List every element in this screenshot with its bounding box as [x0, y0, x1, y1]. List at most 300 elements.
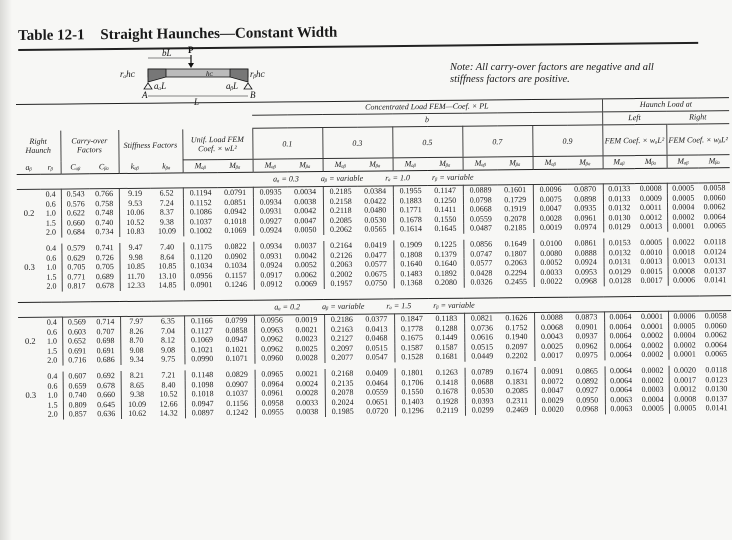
table-cell: 0.652 — [62, 336, 91, 346]
table-cell: 1.0 — [46, 262, 57, 272]
table-cell: 0.2024 — [325, 397, 360, 407]
table-cell: 0.0953 — [574, 267, 597, 277]
table-title-text: Straight Haunches—Constant Width — [100, 24, 338, 44]
table-cell: 0.0829 — [225, 369, 248, 379]
table-cell: 0.0577 — [364, 259, 387, 269]
table-cell: 0.0675 — [364, 269, 387, 279]
table-cell: 0.2063 — [324, 260, 359, 270]
table-cell: 0.2168 — [325, 369, 360, 379]
table-cell: 0.0004 — [667, 203, 699, 213]
table-cell: 0.0480 — [364, 205, 387, 215]
table-cell: 0.1018 — [185, 389, 220, 399]
left-depth-label: rₐhᴄ — [120, 69, 135, 79]
table-cell: 0.0870 — [574, 184, 597, 194]
table-cell: 0.0009 — [639, 193, 662, 203]
table-cell: 0.0968 — [576, 404, 599, 414]
right-haunch-header: Right Haunch — [25, 136, 51, 155]
table-cell: 0.684 — [61, 228, 90, 238]
table-cell: 0.0022 — [667, 237, 699, 247]
table-cell: 0.0050 — [294, 225, 317, 235]
table-cell: 10.06 — [119, 208, 151, 218]
table-cell: 0.0931 — [253, 207, 288, 217]
table-cell: 0.1778 — [394, 324, 429, 334]
table-cell: 0.1379 — [434, 249, 457, 259]
table-cell: 0.0131 — [604, 257, 636, 267]
table-cell: 0.0720 — [366, 406, 389, 416]
table-cell: 0.0413 — [365, 323, 388, 334]
section-param-label-b: aᵦ = variable — [320, 173, 364, 184]
table-cell: 0.0958 — [255, 398, 290, 408]
col-mab-unif: Mₐᵦ — [183, 160, 218, 173]
table-cell: 9.53 — [119, 198, 151, 208]
table-cell: 9.75 — [161, 354, 176, 364]
table-cell: 0.0947 — [185, 399, 220, 409]
table-cell: 0.0131 — [704, 256, 727, 266]
table-cell: 0.607 — [63, 371, 92, 381]
table-cell: 0.0935 — [253, 187, 288, 197]
col-mab-left: Mₐᵦ — [603, 156, 635, 169]
table-cell: 0.579 — [61, 243, 90, 253]
table-cell: 0.0069 — [294, 279, 318, 289]
table-cell: 0.2126 — [323, 250, 358, 260]
col-mba-b1: Mᵦₐ — [288, 159, 323, 172]
table-cell: 0.0047 — [294, 215, 317, 226]
b-value-3: 0.7 — [462, 126, 532, 158]
table-cell: 1.5 — [47, 400, 58, 410]
table-cell: 0.1037 — [225, 388, 249, 399]
table-cell: 0.0907 — [225, 379, 248, 389]
table-cell: 0.0559 — [463, 214, 498, 224]
table-cell: 8.40 — [161, 379, 176, 390]
table-cell: 0.0965 — [255, 369, 290, 379]
table-cell: 0.0100 — [533, 239, 568, 249]
table-cell: 9.98 — [119, 252, 151, 262]
table-cell: 0.0962 — [575, 341, 598, 351]
table-cell: 0.0924 — [574, 257, 597, 267]
table-cell: 0.0559 — [365, 387, 389, 397]
table-cell: 8.64 — [160, 252, 175, 262]
table-cell: 0.1034 — [184, 261, 219, 271]
table-cell: 0.0688 — [465, 377, 500, 387]
table-cell: 0.2078 — [325, 388, 360, 398]
table-cell: 0.0449 — [464, 352, 499, 362]
table-cell: 0.0892 — [575, 375, 599, 386]
abl-label: aᵦL — [226, 81, 239, 91]
right-header: Right — [666, 111, 729, 125]
table-cell: 0.0005 — [640, 237, 663, 247]
table-cell: 0.2135 — [325, 378, 360, 388]
span-label: L — [194, 97, 200, 107]
table-cell: 0.1120 — [183, 252, 218, 262]
table-cell: 0.1528 — [394, 352, 429, 362]
table-cell: 0.1411 — [434, 204, 457, 215]
table-cell: 0.1957 — [324, 279, 359, 289]
table-cell: 0.0005 — [641, 404, 664, 414]
table-cell: 0.0096 — [533, 184, 568, 194]
table-cell: 0.0791 — [224, 187, 247, 198]
table-cell: 0.678 — [96, 380, 115, 390]
table-cell: 1.0 — [45, 208, 56, 218]
table-number: Table 12-1 — [18, 27, 85, 44]
table-cell: 2.0 — [46, 281, 57, 292]
table-cell: 0.6 — [45, 199, 56, 209]
aal-label: aₐL — [154, 81, 167, 91]
table-cell: 0.0065 — [703, 221, 726, 231]
table-cell: 0.2185 — [504, 223, 527, 233]
col-mab-b3: Mₐᵦ — [323, 158, 358, 171]
table-cell: 0.0002 — [641, 365, 664, 375]
table-cell: 0.1801 — [395, 368, 430, 378]
table-cell: 14.85 — [158, 280, 177, 290]
table-cell: 0.1148 — [185, 370, 220, 380]
table-cell: 0.1071 — [225, 354, 248, 364]
table-cell: 0.1955 — [393, 186, 428, 196]
table-cell: 0.1242 — [226, 408, 249, 418]
table-cell: 0.1069 — [224, 226, 247, 236]
table-cell: 0.0123 — [705, 374, 728, 384]
ab-value: 0.2 — [23, 208, 35, 219]
table-cell: 0.0033 — [534, 267, 569, 277]
table-cell: 0.0064 — [703, 211, 726, 222]
table-cell: 0.0064 — [704, 339, 727, 350]
table-cell: 0.2455 — [504, 277, 528, 287]
label-a: A — [142, 90, 148, 100]
table-cell: 0.2127 — [324, 334, 359, 344]
table-cell: 0.2164 — [323, 241, 358, 251]
table-cell: 0.0019 — [533, 223, 568, 233]
table-cell: 0.0419 — [364, 240, 387, 250]
table-cell: 0.0017 — [669, 375, 701, 385]
table-cell: 0.0897 — [185, 408, 220, 418]
table-cell: 0.6 — [46, 327, 57, 337]
table-cell: 0.636 — [97, 409, 116, 419]
col-mab-right: Mₐᵦ — [667, 155, 699, 168]
table-cell: 0.0019 — [295, 315, 318, 325]
table-cell: 0.0141 — [705, 403, 728, 413]
table-cell: 0.0088 — [534, 312, 569, 322]
table-cell: 0.0002 — [641, 340, 664, 350]
table-cell: 0.0964 — [255, 379, 290, 389]
table-cell: 0.543 — [61, 189, 90, 199]
concentrated-load-header: Concentrated Load FEM—Coef. × PL — [252, 99, 602, 115]
table-cell: 0.0029 — [535, 395, 570, 405]
table-cell: 0.0750 — [364, 278, 388, 289]
table-cell: 0.0020 — [535, 405, 570, 415]
fem-right-header: FEM Coef. × wᵦL² — [666, 124, 729, 156]
table-cell: 0.0064 — [605, 385, 637, 395]
table-cell: 0.0052 — [534, 258, 569, 268]
table-cell: 0.0028 — [295, 353, 318, 363]
table-cell: 0.0034 — [294, 187, 317, 197]
table-cell: 1.5 — [47, 346, 58, 356]
col-mba-left: Mᵦₐ — [635, 155, 667, 168]
table-cell: 0.0927 — [253, 216, 288, 226]
table-cell: 0.0799 — [225, 315, 248, 325]
table-cell: 0.0062 — [703, 202, 726, 212]
table-cell: 0.569 — [62, 317, 91, 327]
table-cell: 0.1640 — [394, 259, 429, 269]
table-cell: 0.1614 — [393, 224, 428, 234]
table-cell: 0.0017 — [534, 351, 569, 361]
table-cell: 0.0008 — [639, 183, 662, 194]
table-cell: 0.1928 — [436, 396, 459, 406]
table-cell: 0.1021 — [225, 344, 248, 354]
table-cell: 0.0021 — [295, 324, 318, 334]
table-cell: 0.1263 — [435, 367, 458, 377]
table-cell: 0.0789 — [465, 367, 500, 377]
table-cell: 0.0068 — [534, 322, 569, 332]
table-cell: 0.0934 — [253, 197, 288, 207]
table-cell: 9.08 — [120, 345, 152, 355]
table-cell: 0.1678 — [393, 215, 428, 225]
table-cell: 8.12 — [160, 335, 176, 345]
table-cell: 0.707 — [96, 326, 115, 336]
table-cell: 0.1892 — [434, 268, 457, 278]
table-cell: 0.0129 — [604, 267, 636, 277]
table-cell: 0.1808 — [393, 250, 428, 260]
table-cell: 0.0950 — [576, 395, 599, 405]
table-cell: 0.0990 — [184, 354, 219, 364]
b-value-0: 0.1 — [252, 128, 322, 160]
table-cell: 0.0033 — [296, 397, 319, 408]
table-cell: 8.26 — [120, 326, 152, 336]
col-mab-b1: Mₐᵦ — [253, 159, 288, 172]
table-cell: 0.6 — [46, 253, 57, 263]
table-cell: 0.1919 — [504, 204, 527, 214]
table-cell: 0.0133 — [603, 184, 635, 194]
table-cell: 0.0428 — [464, 268, 499, 278]
table-cell: 0.0902 — [224, 251, 247, 261]
support-a — [144, 83, 152, 89]
table-cell: 1.0 — [46, 336, 58, 346]
table-cell: 0.0822 — [224, 241, 247, 251]
table-cell: 0.1002 — [183, 226, 218, 236]
table-cell: 0.0064 — [604, 331, 636, 341]
col-kba: kᵦₐ — [151, 160, 183, 173]
table-cell: 0.0038 — [296, 407, 319, 417]
table-cell: 0.2186 — [324, 314, 359, 324]
section-param-label-b: aᵦ = variable — [322, 301, 365, 312]
table-cell: 0.0001 — [640, 321, 664, 331]
table-cell: 0.0326 — [464, 278, 499, 288]
table-cell: 0.660 — [61, 218, 90, 228]
table-cell: 0.691 — [62, 346, 91, 356]
col-rb: rᵦ — [41, 161, 61, 174]
table-cell: 0.0961 — [255, 388, 290, 398]
table-cell: 0.0001 — [667, 222, 699, 232]
table-cell: 0.1985 — [325, 407, 360, 417]
col-mab-b7: Mₐᵦ — [463, 157, 498, 170]
table-cell: 0.0975 — [575, 350, 598, 360]
table-cell: 0.0515 — [365, 343, 388, 353]
table-cell: 8.65 — [121, 380, 153, 390]
support-b — [244, 83, 252, 89]
section-param-label-rb: rᵦ = variable — [431, 172, 474, 183]
section-param-label-a: aₐ = 0.2 — [274, 302, 301, 312]
table-cell: 0.0962 — [254, 335, 289, 345]
table-cell: 0.2078 — [504, 213, 527, 224]
table-cell: 0.0028 — [533, 213, 568, 223]
table-cell: 0.576 — [61, 199, 90, 209]
table-cell: 9.47 — [119, 243, 151, 253]
table-cell: 0.0025 — [534, 341, 569, 351]
table-cell: 0.1601 — [504, 185, 527, 195]
table-cell: 0.0547 — [365, 352, 388, 362]
unif-load-header: Unif. Load FEM Coef. × wL² — [182, 128, 252, 160]
table-cell: 0.0668 — [463, 205, 498, 215]
table-cell: 0.691 — [96, 345, 115, 355]
table-cell: 0.0043 — [534, 332, 569, 342]
table-cell: 0.734 — [95, 227, 114, 237]
table-cell: 0.0133 — [603, 194, 635, 204]
table-cell: 0.0924 — [254, 261, 289, 271]
table-note: Note: All carry-over factors are negative and all stiffness factors are positive. — [450, 62, 654, 85]
table-cell: 0.1418 — [435, 377, 458, 387]
table-cell: 0.622 — [61, 208, 90, 218]
table-cell: 0.1403 — [395, 397, 430, 407]
table-cell: 0.0002 — [641, 375, 664, 385]
col-mba-right: Mᵦₐ — [699, 155, 730, 168]
table-cell: 0.1587 — [394, 343, 429, 353]
table-cell: 0.2085 — [323, 216, 358, 226]
table-cell: 0.645 — [97, 399, 116, 409]
table-cell: 0.0021 — [295, 369, 318, 379]
col-cba: Cᵦₐ — [90, 161, 119, 174]
table-cell: 1.5 — [45, 218, 56, 228]
table-cell: 0.4 — [46, 243, 57, 253]
ab-value: 0.2 — [24, 335, 36, 347]
table-cell: 0.1587 — [435, 342, 458, 352]
table-cell: 0.1940 — [505, 332, 528, 342]
table-cell: 0.0128 — [604, 276, 636, 286]
table-cell: 0.0017 — [640, 276, 663, 286]
table-cell: 0.1166 — [184, 315, 219, 325]
table-cell: 13.10 — [158, 271, 177, 281]
table-cell: 0.1847 — [394, 313, 429, 323]
table-cell: 0.1674 — [505, 367, 528, 377]
table-cell: 0.1550 — [395, 387, 430, 397]
table-cell: 2.0 — [47, 355, 58, 366]
table-cell: 0.1771 — [393, 205, 428, 215]
table-wrapper — [16, 97, 728, 430]
table-cell: 0.1288 — [435, 323, 458, 333]
table-cell: 0.1250 — [434, 195, 457, 205]
table-cell: 0.0565 — [364, 224, 387, 235]
table-cell: 0.0955 — [255, 408, 290, 418]
table-cell: 0.1883 — [393, 196, 428, 206]
table-cell: 0.2063 — [504, 258, 527, 268]
table-cell: 0.0042 — [294, 250, 317, 260]
haunch-load-header: Haunch Load at — [602, 98, 729, 112]
table-cell: 0.698 — [96, 336, 115, 346]
table-cell: 0.686 — [96, 355, 115, 365]
table-cell: 0.0901 — [575, 321, 598, 332]
table-cell: 0.0038 — [294, 196, 317, 206]
table-cell: 10.83 — [119, 227, 151, 237]
table-cell: 0.1156 — [226, 398, 249, 408]
col-mba-b9: Mᵦₐ — [568, 156, 603, 169]
table-cell: 7.04 — [160, 326, 175, 336]
table-cell: 0.1645 — [434, 224, 457, 234]
table-cell: 0.0064 — [604, 322, 636, 332]
table-cell: 0.0888 — [574, 247, 597, 258]
table-cell: 0.1626 — [505, 313, 528, 323]
label-b: B — [250, 90, 256, 100]
table-cell: 0.0062 — [704, 330, 727, 340]
table-cell: 10.62 — [121, 409, 153, 419]
table-cell: 10.09 — [157, 226, 177, 237]
table-cell: 0.0515 — [464, 342, 499, 352]
b-value-1: 0.3 — [322, 127, 392, 159]
haunched-beam-diagram — [118, 44, 278, 106]
table-cell: 0.0873 — [575, 312, 598, 322]
table-cell: 0.0384 — [364, 186, 387, 196]
table-cell: 0.740 — [63, 390, 92, 400]
table-cell: 0.0935 — [574, 203, 597, 213]
table-cell: 0.1706 — [395, 378, 430, 388]
table-cell: 0.0130 — [603, 213, 635, 223]
table-cell: 0.0736 — [464, 323, 499, 333]
table-cell: 8.70 — [120, 336, 152, 346]
table-cell: 0.0023 — [295, 334, 318, 344]
table-cell: 0.0927 — [576, 385, 599, 395]
table-cell: 0.603 — [62, 327, 91, 337]
table-cell: 0.0064 — [605, 350, 637, 360]
table-cell: 9.19 — [119, 188, 151, 198]
table-cell: 0.2311 — [506, 395, 529, 405]
haunch-factor-table — [16, 97, 732, 430]
col-mba-b5: Mᵦₐ — [428, 157, 463, 170]
table-cell: 0.0393 — [465, 396, 500, 406]
b-header: b — [252, 112, 602, 128]
table-cell: 0.1069 — [184, 335, 219, 345]
table-cell: 0.0901 — [184, 280, 219, 290]
table-cell: 0.1449 — [435, 332, 458, 343]
table-cell: 0.0006 — [668, 276, 700, 286]
table-cell: 0.0477 — [364, 250, 387, 260]
table-cell: 0.714 — [96, 317, 115, 327]
table-cell: 0.0064 — [604, 311, 636, 321]
table-cell: 9.34 — [120, 355, 152, 365]
table-cell: 0.0962 — [254, 344, 289, 354]
table-cell: 0.2163 — [324, 324, 359, 334]
table-cell: 7.21 — [161, 370, 176, 380]
table-cell: 0.1037 — [183, 217, 218, 227]
table-cell: 0.817 — [62, 282, 91, 292]
left-header: Left — [602, 111, 666, 125]
table-cell: 0.0042 — [294, 206, 317, 216]
table-cell: 0.0377 — [365, 314, 388, 324]
section-param-label-r: rₐ = 1.0 — [385, 173, 411, 183]
table-cell: 0.0130 — [705, 384, 728, 394]
stiffness-header: Stiffness Factors — [118, 129, 182, 161]
table-cell: 10.52 — [119, 217, 151, 227]
table-cell: 0.1018 — [224, 216, 247, 226]
table-cell: 0.0931 — [253, 251, 288, 261]
col-kab: kₐᵦ — [119, 160, 151, 173]
table-cell: 0.1752 — [505, 322, 528, 332]
table-cell: 0.0004 — [641, 394, 664, 404]
table-cell: 0.0024 — [295, 378, 318, 388]
table-cell: 0.741 — [95, 243, 114, 253]
table-cell: 0.1152 — [183, 198, 218, 208]
table-cell: 0.1086 — [183, 207, 218, 217]
table-cell: 0.0002 — [668, 340, 700, 350]
table-cell: 0.0008 — [668, 266, 700, 276]
table-cell: 0.1909 — [393, 240, 428, 250]
table-cell: 9.38 — [121, 390, 153, 400]
section-param-label-r: rₐ = 1.5 — [386, 301, 412, 311]
